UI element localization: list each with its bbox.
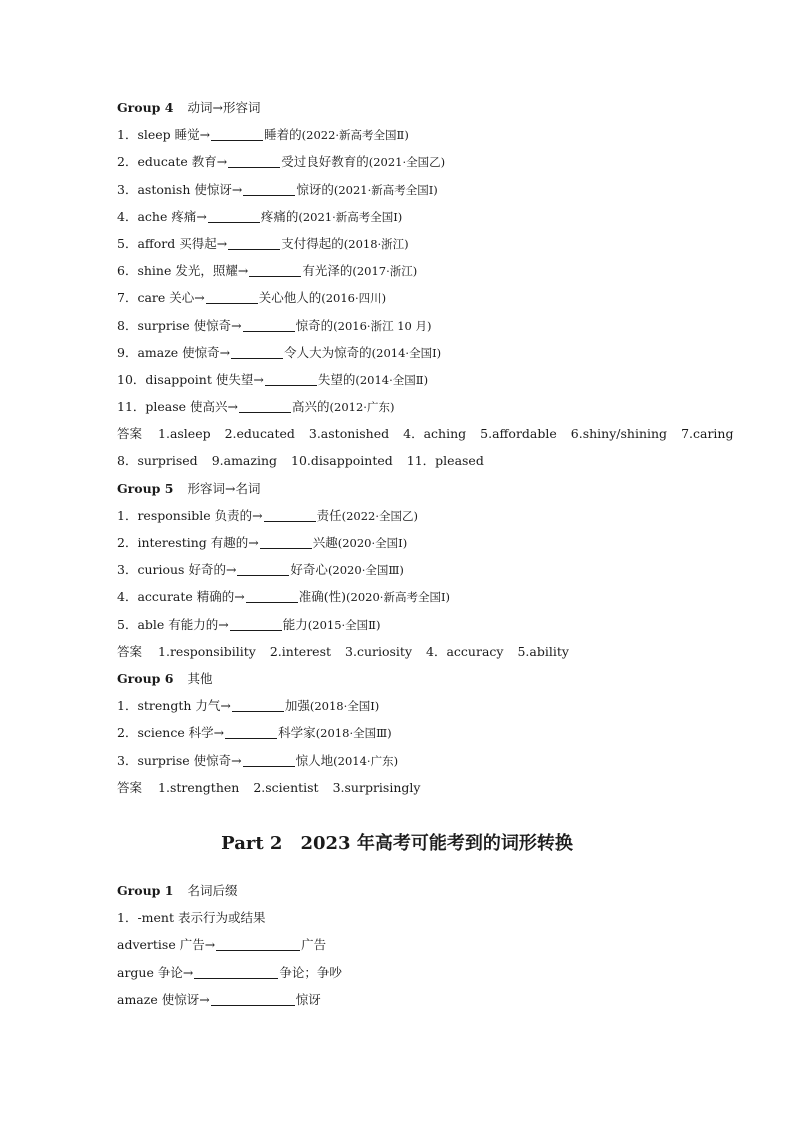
item-source: (2016·浙江 10 月) bbox=[333, 318, 432, 333]
answer-item: 6.shiny/shining bbox=[570, 426, 668, 442]
answer-item: 2.educated bbox=[224, 426, 295, 442]
answer-blank[interactable] bbox=[243, 752, 295, 767]
answer-blank[interactable] bbox=[208, 208, 260, 223]
answer-blank[interactable] bbox=[237, 561, 289, 576]
item-source: (2014·全国Ⅰ) bbox=[371, 345, 442, 360]
item-gloss: 受过良好教育的 bbox=[281, 154, 369, 170]
answer-blank[interactable] bbox=[211, 126, 263, 141]
item-number: 2． bbox=[117, 725, 138, 741]
item-gloss: 有光泽的 bbox=[302, 263, 353, 279]
exercise-item bbox=[117, 931, 717, 958]
exercise-item bbox=[117, 502, 717, 529]
exercise-item bbox=[117, 529, 717, 556]
answer-line bbox=[117, 638, 717, 665]
answer-blank[interactable] bbox=[243, 317, 295, 332]
exercise-item bbox=[117, 366, 717, 393]
item-prompt: astonish 使惊讶→ bbox=[137, 181, 243, 197]
group-label: 名词后缀 bbox=[187, 883, 238, 898]
exercise-item bbox=[117, 986, 717, 1013]
answer-blank[interactable] bbox=[239, 398, 291, 413]
exercise-item bbox=[117, 284, 717, 311]
exercise-item bbox=[117, 148, 717, 175]
exercise-item bbox=[117, 583, 717, 610]
sub-heading: 1．-ment 表示行为或结果 bbox=[117, 910, 266, 926]
item-prompt: amaze 使惊讶→ bbox=[117, 991, 210, 1007]
item-source: (2020·全国Ⅲ) bbox=[327, 563, 404, 578]
answer-item: 3.curiosity bbox=[345, 643, 413, 659]
item-source: (2018·全国Ⅲ) bbox=[315, 726, 392, 741]
item-prompt: shine 发光，照耀→ bbox=[137, 263, 249, 279]
answer-item: 8．surprised bbox=[117, 453, 198, 469]
item-number: 3． bbox=[117, 752, 138, 768]
exercise-item bbox=[117, 257, 717, 284]
group-label: 动词→形容词 bbox=[187, 100, 261, 115]
item-number: 11． bbox=[117, 399, 146, 415]
item-gloss: 失望的 bbox=[317, 371, 356, 387]
item-gloss: 能力 bbox=[282, 616, 308, 632]
answer-blank[interactable] bbox=[211, 991, 295, 1006]
item-number: 4． bbox=[117, 208, 138, 224]
answer-blank[interactable] bbox=[216, 936, 300, 951]
answer-item: 3.astonished bbox=[308, 426, 390, 442]
item-prompt: surprise 使惊奇→ bbox=[137, 317, 242, 333]
answer-item: 5.ability bbox=[517, 643, 569, 659]
item-prompt: responsible 负责的→ bbox=[137, 507, 263, 523]
answer-blank[interactable] bbox=[243, 181, 295, 196]
exercise-item bbox=[117, 312, 717, 339]
item-number: 6． bbox=[117, 263, 138, 279]
item-prompt: able 有能力的→ bbox=[137, 616, 229, 632]
item-gloss: 加强 bbox=[284, 698, 310, 714]
exercise-item bbox=[117, 230, 717, 257]
item-gloss: 兴趣 bbox=[312, 535, 338, 550]
group-label: 其他 bbox=[187, 670, 213, 686]
part-title: Part 2 2023 年高考可能考到的词形转换 bbox=[221, 833, 573, 854]
item-number: 3． bbox=[117, 181, 138, 197]
item-number: 10． bbox=[117, 371, 146, 387]
item-prompt: interesting 有趣的→ bbox=[137, 535, 259, 550]
item-number: 2． bbox=[117, 154, 138, 170]
answer-item: 4．accuracy bbox=[426, 643, 504, 659]
item-gloss: 争论；争吵 bbox=[279, 964, 342, 980]
item-prompt: advertise 广告→ bbox=[117, 937, 216, 953]
answer-item: 10.disappointed bbox=[291, 453, 393, 469]
answer-item: 1.asleep bbox=[158, 426, 211, 442]
answer-item: 2.interest bbox=[269, 643, 332, 659]
answer-blank[interactable] bbox=[225, 724, 277, 739]
item-number: 8． bbox=[117, 317, 138, 333]
item-gloss: 惊奇的 bbox=[295, 317, 334, 333]
answer-item: 3.surprisingly bbox=[332, 779, 421, 795]
item-prompt: educate 教育→ bbox=[137, 154, 228, 170]
item-prompt: ache 疼痛→ bbox=[137, 208, 207, 224]
answer-blank[interactable] bbox=[265, 371, 317, 386]
answer-blank[interactable] bbox=[206, 289, 258, 304]
item-gloss: 责任 bbox=[316, 507, 342, 523]
item-source: (2016·四川) bbox=[321, 291, 387, 306]
answer-blank[interactable] bbox=[228, 153, 280, 168]
answer-item: 11．pleased bbox=[406, 453, 484, 469]
item-gloss: 惊讶的 bbox=[296, 181, 334, 197]
item-gloss: 科学家 bbox=[278, 725, 316, 741]
item-number: 7． bbox=[117, 290, 138, 306]
item-prompt: amaze 使惊奇→ bbox=[137, 344, 231, 360]
exercise-item bbox=[117, 121, 717, 148]
item-number: 5． bbox=[117, 235, 138, 251]
answer-line bbox=[117, 774, 717, 801]
exercise-item bbox=[117, 339, 717, 366]
item-number: 1． bbox=[117, 127, 138, 143]
group-heading bbox=[117, 94, 717, 121]
exercise-item bbox=[117, 959, 717, 986]
answer-blank[interactable] bbox=[246, 588, 298, 603]
part2-content bbox=[117, 877, 717, 1013]
answer-item: 5.affordable bbox=[480, 426, 557, 442]
answer-blank[interactable] bbox=[264, 507, 316, 522]
item-prompt: disappoint 使失望→ bbox=[145, 371, 264, 387]
item-source: (2021·全国乙) bbox=[368, 155, 446, 170]
item-source: (2012·广东) bbox=[329, 400, 395, 415]
exercise-item bbox=[117, 611, 717, 638]
item-gloss: 支付得起的 bbox=[281, 235, 344, 251]
item-gloss: 惊讶 bbox=[295, 991, 321, 1007]
group-title: Group 1 bbox=[117, 883, 174, 898]
item-source: (2014·广东) bbox=[333, 753, 399, 768]
group-heading bbox=[117, 475, 717, 502]
answer-blank[interactable] bbox=[231, 344, 283, 359]
answer-blank[interactable] bbox=[230, 616, 282, 631]
item-gloss: 睡着的 bbox=[264, 127, 302, 143]
item-source: (2015·全国Ⅱ) bbox=[307, 617, 381, 632]
item-number: 1． bbox=[117, 698, 138, 714]
item-source: (2021·新高考全国Ⅰ) bbox=[298, 209, 403, 224]
item-prompt: afford 买得起→ bbox=[137, 235, 228, 251]
item-gloss: 关心他人的 bbox=[258, 290, 322, 306]
item-prompt: sleep 睡觉→ bbox=[137, 127, 211, 143]
answer-item: 4．aching bbox=[403, 426, 467, 442]
exercise-item bbox=[117, 692, 717, 719]
part1-content bbox=[117, 94, 734, 801]
item-gloss: 好奇心 bbox=[290, 562, 328, 578]
group-heading bbox=[117, 665, 717, 692]
item-number: 9． bbox=[117, 344, 138, 360]
item-prompt: please 使高兴→ bbox=[145, 399, 239, 415]
answer-blank[interactable] bbox=[260, 534, 312, 549]
exercise-item bbox=[117, 176, 717, 203]
item-prompt: curious 好奇的→ bbox=[137, 562, 237, 578]
answer-blank[interactable] bbox=[194, 964, 278, 979]
item-source: (2020·全国Ⅰ) bbox=[337, 536, 408, 550]
item-prompt: care 关心→ bbox=[137, 290, 205, 306]
item-number: 4． bbox=[117, 589, 138, 605]
answer-blank[interactable] bbox=[228, 235, 280, 250]
exercise-item bbox=[117, 747, 717, 774]
item-number: 3． bbox=[117, 562, 138, 578]
item-gloss: 疼痛的 bbox=[260, 208, 299, 224]
item-prompt: surprise 使惊奇→ bbox=[137, 752, 242, 768]
item-source: (2017·浙江) bbox=[352, 264, 418, 279]
answer-item: 9.amazing bbox=[211, 453, 278, 469]
item-number: 2． bbox=[117, 535, 138, 550]
item-source: (2018·浙江) bbox=[343, 236, 409, 251]
group-label: 形容词→名词 bbox=[187, 480, 261, 496]
item-source: (2014·全国Ⅱ) bbox=[355, 372, 429, 387]
answer-item: 1.responsibility bbox=[158, 643, 256, 659]
exercise-item bbox=[117, 203, 717, 230]
exercise-item bbox=[117, 719, 717, 746]
group-title: Group 4 bbox=[117, 100, 174, 115]
answer-line bbox=[117, 420, 734, 447]
group-heading bbox=[117, 877, 717, 904]
item-source: (2022·全国乙) bbox=[341, 508, 418, 523]
item-source: (2021·新高考全国Ⅰ) bbox=[333, 182, 438, 197]
item-gloss: 惊人地 bbox=[295, 752, 334, 768]
item-source: (2022·新高考全国Ⅱ) bbox=[301, 128, 409, 143]
item-source: (2020·新高考全国Ⅰ) bbox=[346, 590, 450, 605]
item-number: 5． bbox=[117, 616, 138, 632]
item-number: 1． bbox=[117, 507, 138, 523]
answer-item: 1.strengthen bbox=[158, 779, 240, 795]
answer-label: 答案 bbox=[117, 643, 143, 659]
item-gloss: 高兴的 bbox=[292, 399, 330, 415]
item-gloss: 令人大为惊奇的 bbox=[284, 344, 372, 360]
item-prompt: strength 力气→ bbox=[137, 698, 231, 714]
answer-line bbox=[117, 447, 717, 474]
answer-item: 2.scientist bbox=[253, 779, 319, 795]
answer-blank[interactable] bbox=[232, 697, 284, 712]
answer-label: 答案 bbox=[117, 426, 143, 442]
item-gloss: 准确(性) bbox=[298, 589, 347, 605]
answer-blank[interactable] bbox=[249, 262, 301, 277]
item-source: (2018·全国Ⅰ) bbox=[309, 699, 380, 714]
group-title: Group 6 bbox=[117, 670, 174, 686]
item-prompt: accurate 精确的→ bbox=[137, 589, 245, 605]
answer-item: 7.caring bbox=[681, 426, 734, 442]
exercise-item bbox=[117, 393, 717, 420]
exercise-item bbox=[117, 556, 717, 583]
answer-label: 答案 bbox=[117, 779, 143, 795]
group-title: Group 5 bbox=[117, 480, 174, 496]
item-gloss: 广告 bbox=[301, 937, 327, 953]
item-prompt: argue 争论→ bbox=[117, 964, 194, 980]
item-prompt: science 科学→ bbox=[137, 725, 225, 741]
